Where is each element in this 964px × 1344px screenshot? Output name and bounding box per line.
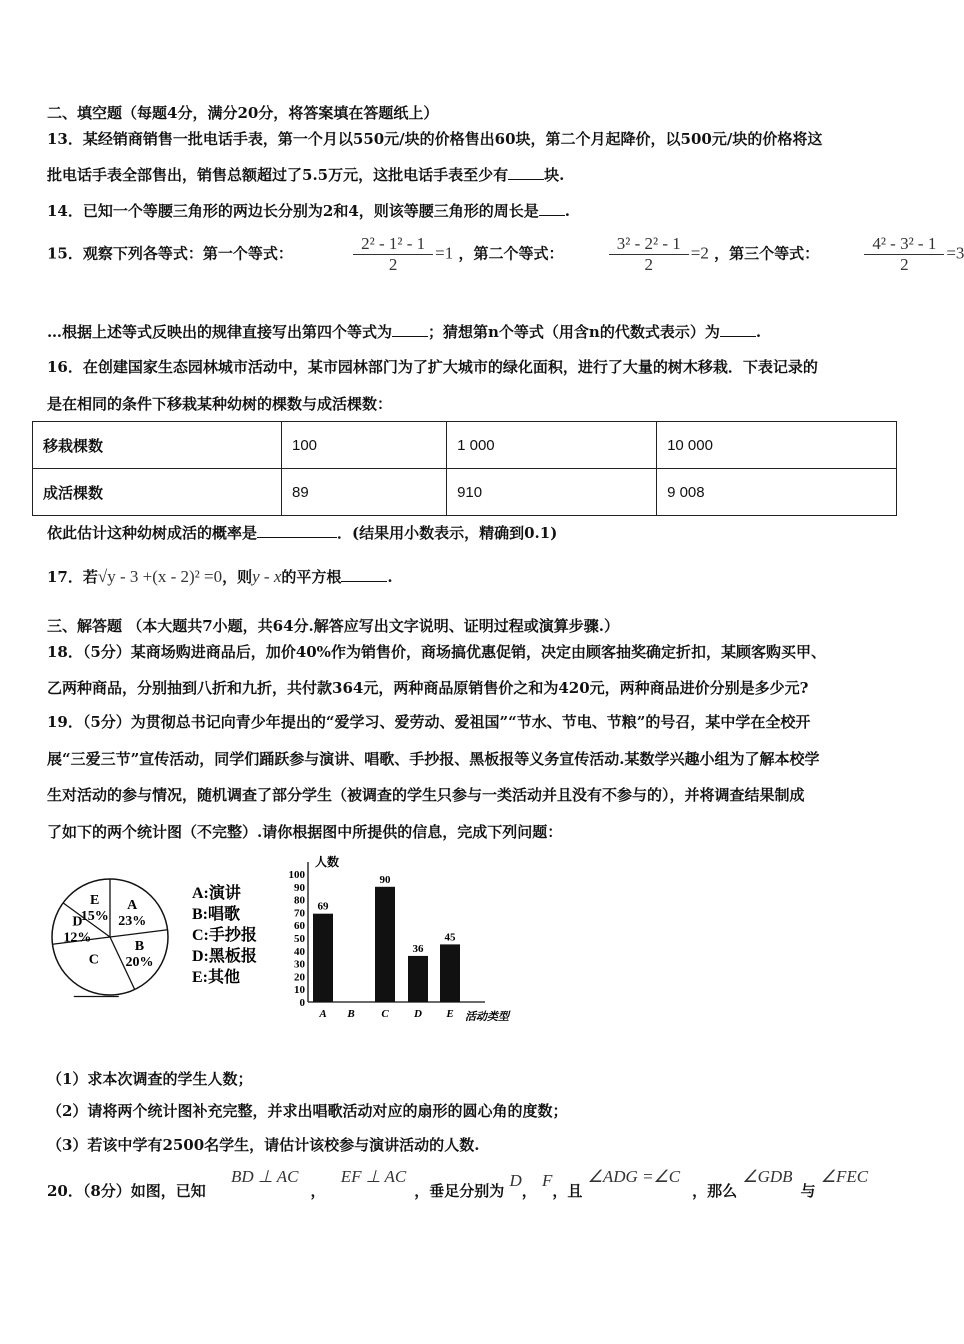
math-expression: F — [541, 1171, 553, 1190]
y-tick-label: 90 — [294, 881, 305, 894]
q13-tail: 块. — [544, 166, 565, 184]
q16-line1: 16．在创建国家生态园林城市活动中，某市园林部门为了扩大城市的绿化面积，进行了大量的树木移栽．下表记录的 — [47, 358, 818, 376]
fraction-3 — [864, 234, 944, 275]
bar-value-label: 90 — [379, 873, 391, 886]
y-tick-label: 100 — [288, 869, 305, 881]
table-cell: 100 — [282, 422, 447, 469]
pie-slice-label: C — [88, 952, 99, 968]
q16-line2: 是在相同的条件下移栽某种幼树的棵数与成活棵数： — [47, 395, 393, 413]
q19-line2: 展“三爱三节”宣传活动，同学们踊跃参与演讲、唱歌、手抄报、黑板报等义务宣传活动.某数学兴趣小组为了解本校学 — [47, 750, 820, 768]
bar — [440, 944, 460, 1002]
q17-text: 的平方根 — [281, 568, 342, 586]
q16-tail: ．(结果用小数表示，精确到0.1) — [337, 524, 558, 542]
q13-line1: 13．某经销商销售一批电话手表，第一个月以550元/块的价格售出60块，第二个月起降价，以500元/块的价格将这 — [47, 130, 823, 148]
pie-slice-label: A — [127, 897, 138, 913]
y-tick-label: 30 — [294, 958, 305, 971]
numerator: 4² - 3² - 1 — [864, 234, 944, 255]
legend-item: C:手抄报 — [192, 927, 257, 944]
q17-equation: √y - 3 +(x - 2)² =0 — [97, 567, 223, 586]
q20-text: 20．（8分）如图，已知 — [47, 1182, 206, 1200]
q18-line2: 乙两种商品，分别抽到八折和九折，共付款364元，两种商品原销售价之和为420元，两种商品进价分别是多少元? — [47, 679, 809, 697]
section-2-heading: 二、填空题（每题4分，满分20分，将答案填在答题纸上） — [47, 104, 439, 122]
legend-item: A:演讲 — [192, 885, 241, 902]
legend-item: E:其他 — [192, 969, 241, 986]
pie-chart — [52, 879, 168, 996]
pie-slice-label: E — [90, 893, 100, 909]
y-tick-label: 70 — [294, 907, 305, 920]
pie-slice-label: D — [72, 914, 83, 930]
q15-mid: ，第三个等式： — [714, 244, 820, 263]
q15-line1 — [47, 234, 964, 275]
x-tick-label: C — [381, 1008, 389, 1020]
bar — [375, 887, 395, 1002]
q15-text: ；猜想第n个等式（用含n的代数式表示）为 — [428, 323, 720, 341]
table-row — [33, 422, 897, 469]
q17-text: 17．若 — [47, 568, 98, 586]
pie-slice-percent: 20% — [125, 955, 154, 971]
pie-slice-percent: 12% — [63, 930, 92, 946]
q17-tail: . — [387, 568, 393, 586]
answer-blank — [257, 523, 337, 538]
q19-line3: 生对活动的参与情况，随机调查了部分学生（被调查的学生只参与一类活动并且没有不参与的），并将调查结果制成 — [47, 786, 805, 804]
answer-blank — [508, 165, 544, 180]
q19-line4: 了如下的两个统计图（不完整）.请你根据图中所提供的信息，完成下列问题： — [47, 823, 563, 841]
numerator: 2² - 1² - 1 — [353, 234, 433, 255]
x-axis-label: 活动类型 — [465, 1011, 509, 1023]
y-tick-label: 0 — [299, 997, 305, 1009]
q19-sub2: （2）请将两个统计图补充完整，并求出唱歌活动对应的扇形的圆心角的度数； — [47, 1102, 568, 1120]
denominator: 2 — [900, 255, 909, 274]
y-tick-label: 80 — [294, 894, 305, 907]
bar — [313, 914, 333, 1002]
bar-value-label: 69 — [317, 900, 329, 913]
fraction-2 — [609, 234, 689, 275]
math-expression: D — [509, 1171, 522, 1190]
q13-line2 — [47, 164, 564, 185]
bar-value-label: 45 — [444, 931, 456, 944]
math-expression: ∠FEC — [820, 1167, 869, 1186]
answer-blank — [539, 201, 565, 216]
seedling-table — [32, 421, 897, 516]
x-tick-label: A — [319, 1008, 327, 1020]
pie-slice-percent: 15% — [80, 909, 109, 925]
q20 — [47, 1167, 869, 1201]
result: =3 — [946, 243, 964, 263]
math-expression: BD ⊥ AC — [231, 1167, 299, 1186]
q13-text: 批电话手表全部售出，销售总额超过了5.5万元，这批电话手表至少有 — [47, 166, 509, 184]
denominator: 2 — [644, 255, 653, 274]
fraction-1 — [353, 234, 433, 275]
legend-item: D:黑板报 — [192, 948, 257, 965]
table-cell: 移栽棵数 — [33, 422, 282, 469]
q20-text: ， — [310, 1182, 326, 1200]
y-tick-label: 10 — [294, 984, 305, 997]
q18-line1: 18．（5分）某商场购进商品后，加价40%作为销售价，商场搞优惠促销，决定由顾客抽奖确定折扣，某顾客购买甲、 — [47, 643, 826, 661]
bar-value-label: 36 — [412, 942, 424, 955]
q20-text: ，且 — [552, 1182, 583, 1200]
answer-blank — [392, 322, 428, 337]
q19-sub1: （1）求本次调查的学生人数； — [47, 1070, 253, 1088]
table-cell: 89 — [282, 469, 447, 516]
pie-legend — [192, 883, 257, 986]
q17-text: ，则 — [222, 568, 253, 586]
math-expression: ∠GDB — [742, 1167, 793, 1186]
table-cell: 10 000 — [657, 422, 897, 469]
y-axis-label: 人数 — [315, 855, 340, 869]
q20-text: ， — [521, 1182, 537, 1200]
y-tick-label: 50 — [294, 933, 305, 945]
q16-line3 — [47, 522, 557, 543]
table-cell: 成活棵数 — [33, 469, 282, 516]
answer-blank — [341, 567, 387, 582]
q14 — [47, 200, 570, 221]
result: =1 — [435, 243, 454, 263]
x-tick-label: E — [446, 1008, 454, 1020]
math-expression: ∠ADG =∠C — [587, 1167, 681, 1186]
q15-text: 15．观察下列各等式：第一个等式： — [47, 244, 293, 263]
numerator: 3² - 2² - 1 — [609, 234, 689, 255]
table-cell: 9 008 — [657, 469, 897, 516]
result: =2 — [690, 243, 709, 263]
table-row — [33, 469, 897, 516]
q20-text: ，那么 — [692, 1182, 738, 1200]
q15-text: …根据上述等式反映出的规律直接写出第四个等式为 — [47, 323, 393, 341]
y-tick-label: 60 — [294, 920, 305, 933]
y-tick-label: 20 — [294, 971, 305, 984]
statistics-figure — [40, 850, 540, 1030]
y-tick-label: 40 — [294, 945, 305, 958]
answer-blank — [720, 322, 756, 337]
bar-chart — [289, 854, 511, 1023]
section-3-heading: 三、解答题 （本大题共7小题，共64分.解答应写出文字说明、证明过程或演算步骤.） — [47, 617, 619, 635]
q14-text: 14．已知一个等腰三角形的两边长分别为2和4，则该等腰三角形的周长是 — [47, 202, 539, 220]
q14-tail: . — [564, 202, 570, 220]
legend-item: B:唱歌 — [192, 906, 241, 923]
q20-text: 与 — [800, 1182, 816, 1200]
q19-line1: 19．（5分）为贯彻总书记向青少年提出的“爱学习、爱劳动、爱祖国”“节水、节电、节粮”的号召，某中学在全校开 — [47, 713, 811, 731]
x-tick-label: D — [414, 1008, 422, 1020]
q17-expression: y - x — [252, 567, 282, 586]
bar — [408, 956, 428, 1002]
q15-mid: ，第二个等式： — [458, 244, 564, 263]
q17 — [47, 566, 393, 587]
q19-sub3: （3）若该中学有2500名学生，请估计该校参与演讲活动的人数. — [47, 1136, 480, 1154]
denominator: 2 — [388, 255, 398, 274]
q15-tail: . — [755, 323, 762, 341]
math-expression: EF ⊥ AC — [340, 1167, 407, 1186]
table-cell: 1 000 — [447, 422, 657, 469]
pie-slice-percent: 23% — [118, 913, 147, 929]
q15-line2 — [47, 321, 761, 342]
pie-slice-label: B — [134, 939, 145, 955]
q20-text: ，垂足分别为 — [414, 1182, 505, 1200]
q16-text: 依此估计这种幼树成活的概率是 — [47, 524, 258, 542]
x-tick-label: B — [347, 1008, 355, 1020]
table-cell: 910 — [447, 469, 657, 516]
